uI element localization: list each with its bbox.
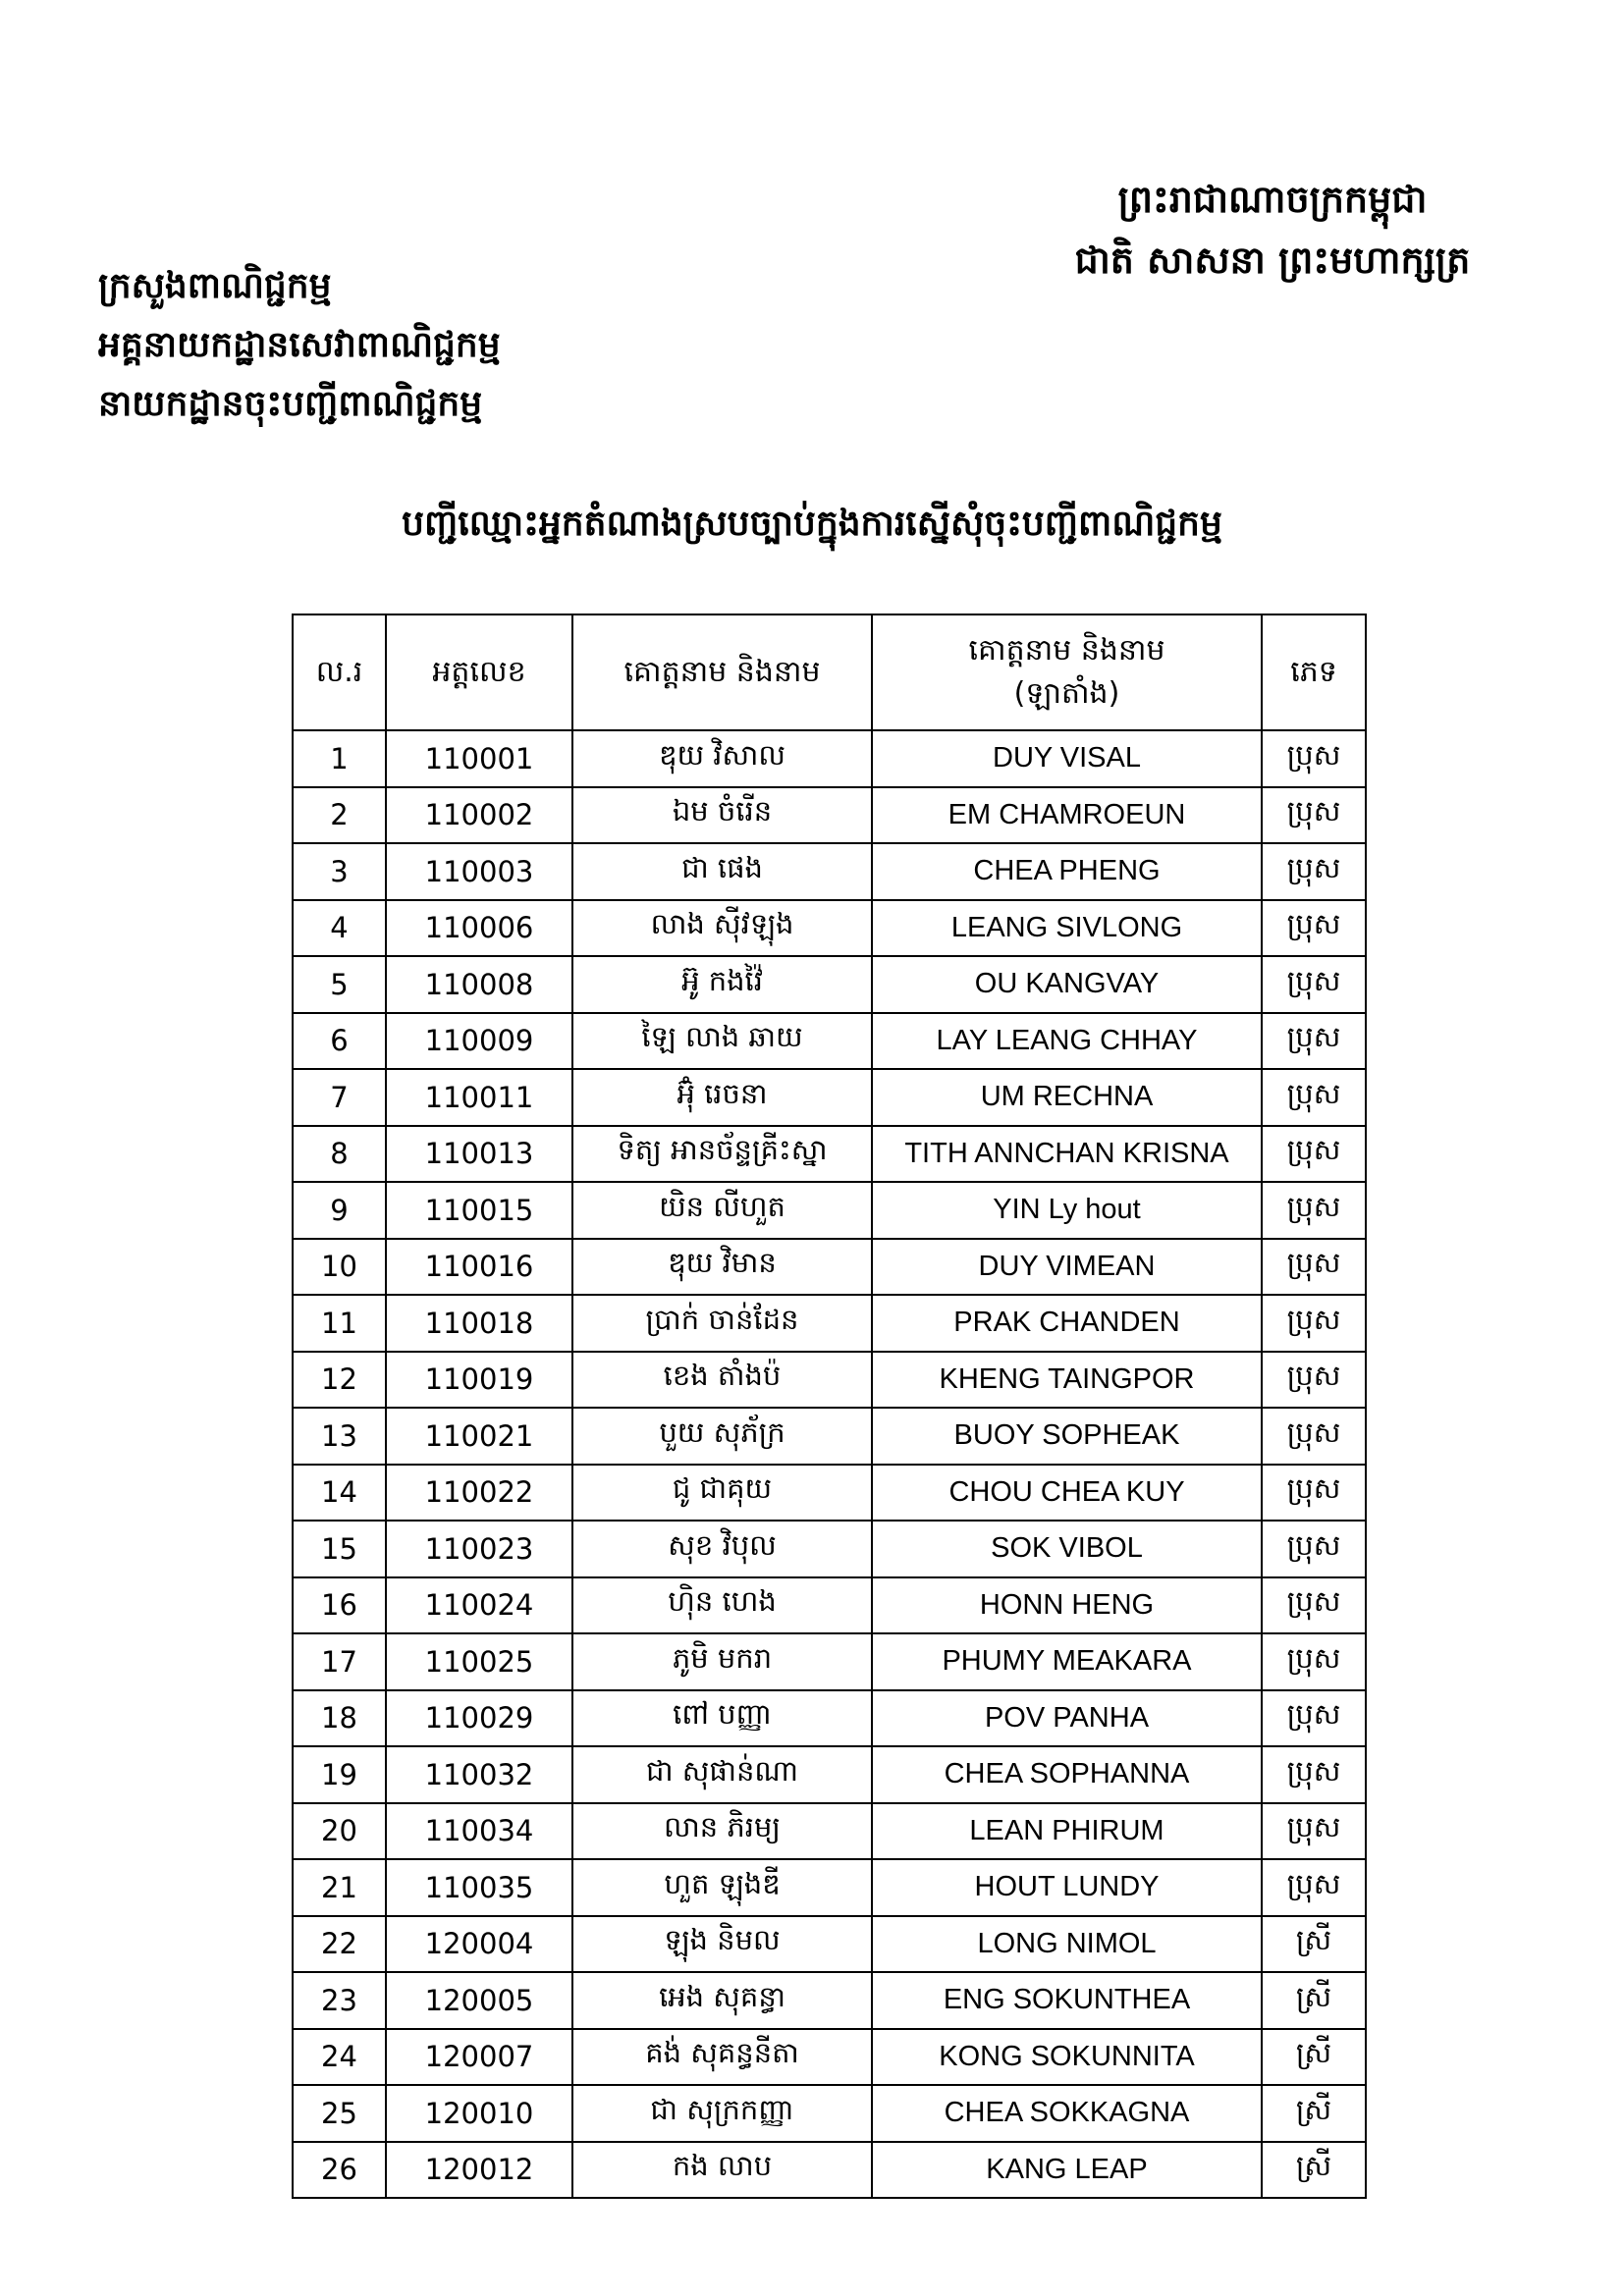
cell-name-khmer: ឌុយ វិសាល	[572, 730, 872, 787]
header-name-khmer: គោត្តនាម និងនាម	[572, 614, 872, 730]
table-row	[293, 1690, 1366, 1747]
cell-id: 110029	[386, 1690, 572, 1747]
table-row	[293, 1239, 1366, 1296]
cell-name-khmer: ជូ ជាគុយ	[572, 1465, 872, 1522]
cell-name-latin: PRAK CHANDEN	[872, 1295, 1262, 1352]
cell-sex: ប្រុស	[1262, 843, 1366, 900]
table-row	[293, 730, 1366, 787]
cell-name-khmer: ឡុង និមល	[572, 1916, 872, 1973]
cell-no: 21	[293, 1859, 386, 1916]
table-row	[293, 1916, 1366, 1973]
cell-no: 19	[293, 1746, 386, 1803]
cell-name-khmer: លាន ភិរម្យ	[572, 1803, 872, 1860]
table-header-row	[293, 614, 1366, 730]
cell-sex: ប្រុស	[1262, 1859, 1366, 1916]
cell-no: 8	[293, 1126, 386, 1183]
table-row	[293, 1972, 1366, 2029]
cell-name-khmer: ហ៊ិន ហេង	[572, 1577, 872, 1634]
cell-name-khmer: លាង ស៊ីវឡុង	[572, 900, 872, 957]
kingdom-header	[1037, 169, 1508, 291]
cell-sex: ប្រុស	[1262, 1352, 1366, 1409]
cell-no: 2	[293, 787, 386, 844]
cell-sex: ប្រុស	[1262, 1126, 1366, 1183]
table-row	[293, 1577, 1366, 1634]
cell-id: 120010	[386, 2085, 572, 2142]
cell-id: 110019	[386, 1352, 572, 1409]
cell-id: 120004	[386, 1916, 572, 1973]
cell-sex: ប្រុស	[1262, 787, 1366, 844]
cell-sex: ប្រុស	[1262, 1633, 1366, 1690]
cell-no: 23	[293, 1972, 386, 2029]
cell-no: 11	[293, 1295, 386, 1352]
cell-sex: ប្រុស	[1262, 1521, 1366, 1577]
cell-no: 12	[293, 1352, 386, 1409]
table-row	[293, 1295, 1366, 1352]
cell-name-khmer: សុខ វិបុល	[572, 1521, 872, 1577]
cell-name-latin: YIN Ly hout	[872, 1182, 1262, 1239]
cell-name-khmer: គង់ សុគន្ធនីតា	[572, 2029, 872, 2086]
cell-sex: ប្រុស	[1262, 1182, 1366, 1239]
cell-name-khmer: អ៊ូ កងវ៉ៃ	[572, 956, 872, 1013]
cell-sex: ប្រុស	[1262, 956, 1366, 1013]
table-row	[293, 1408, 1366, 1465]
cell-name-latin: CHEA SOKKAGNA	[872, 2085, 1262, 2142]
cell-id: 110016	[386, 1239, 572, 1296]
table-body	[293, 730, 1366, 2198]
cell-no: 13	[293, 1408, 386, 1465]
table-row	[293, 2029, 1366, 2086]
cell-name-khmer: ជា ផេង	[572, 843, 872, 900]
cell-name-khmer: ប្រាក់ ចាន់ដែន	[572, 1295, 872, 1352]
cell-no: 7	[293, 1069, 386, 1126]
cell-sex: ប្រុស	[1262, 1690, 1366, 1747]
cell-id: 120005	[386, 1972, 572, 2029]
cell-no: 14	[293, 1465, 386, 1522]
table-row	[293, 900, 1366, 957]
cell-name-latin: ENG SOKUNTHEA	[872, 1972, 1262, 2029]
table-row	[293, 1465, 1366, 1522]
cell-id: 120012	[386, 2142, 572, 2199]
cell-name-khmer: កង លាប	[572, 2142, 872, 2199]
registry-table	[292, 614, 1367, 2199]
cell-name-khmer: ហួត ឡុងឌី	[572, 1859, 872, 1916]
cell-sex: ស្រី	[1262, 2142, 1366, 2199]
header-name-latin	[872, 614, 1262, 730]
cell-name-latin: TITH ANNCHAN KRISNA	[872, 1126, 1262, 1183]
cell-name-khmer: ភូមិ មករា	[572, 1633, 872, 1690]
cell-id: 110023	[386, 1521, 572, 1577]
cell-id: 110035	[386, 1859, 572, 1916]
table-row	[293, 1182, 1366, 1239]
cell-name-latin: KANG LEAP	[872, 2142, 1262, 2199]
cell-no: 4	[293, 900, 386, 957]
table-row	[293, 1633, 1366, 1690]
cell-name-latin: SOK VIBOL	[872, 1521, 1262, 1577]
cell-sex: ប្រុស	[1262, 900, 1366, 957]
cell-name-latin: LEAN PHIRUM	[872, 1803, 1262, 1860]
table-row	[293, 1352, 1366, 1409]
cell-id: 110013	[386, 1126, 572, 1183]
table-row	[293, 1859, 1366, 1916]
cell-name-khmer: អេង សុគន្ធា	[572, 1972, 872, 2029]
header-name-latin-line1: គោត្តនាម និងនាម	[968, 633, 1165, 667]
header-sex: ភេទ	[1262, 614, 1366, 730]
cell-name-latin: EM CHAMROEUN	[872, 787, 1262, 844]
cell-no: 1	[293, 730, 386, 787]
table-row	[293, 1746, 1366, 1803]
table-row	[293, 2085, 1366, 2142]
cell-name-khmer: ទិត្យ អានច័ន្ទគ្រីះស្នា	[572, 1126, 872, 1183]
cell-no: 16	[293, 1577, 386, 1634]
cell-id: 110024	[386, 1577, 572, 1634]
cell-name-khmer: ជា សុក្រកញ្ញា	[572, 2085, 872, 2142]
cell-name-khmer: ឌុយ វិមាន	[572, 1239, 872, 1296]
cell-no: 5	[293, 956, 386, 1013]
header-name-latin-line2: (ឡាតាំង)	[1013, 676, 1120, 711]
cell-id: 110032	[386, 1746, 572, 1803]
cell-name-latin: CHEA PHENG	[872, 843, 1262, 900]
cell-id: 110009	[386, 1013, 572, 1070]
cell-no: 20	[293, 1803, 386, 1860]
cell-sex: ប្រុស	[1262, 730, 1366, 787]
cell-name-latin: HOUT LUNDY	[872, 1859, 1262, 1916]
cell-sex: ប្រុស	[1262, 1746, 1366, 1803]
cell-id: 110002	[386, 787, 572, 844]
cell-name-latin: DUY VIMEAN	[872, 1239, 1262, 1296]
cell-no: 25	[293, 2085, 386, 2142]
ministry-header	[98, 257, 501, 434]
cell-id: 110003	[386, 843, 572, 900]
table-row	[293, 1803, 1366, 1860]
cell-id: 110011	[386, 1069, 572, 1126]
cell-name-latin: DUY VISAL	[872, 730, 1262, 787]
cell-no: 15	[293, 1521, 386, 1577]
cell-no: 17	[293, 1633, 386, 1690]
cell-id: 120007	[386, 2029, 572, 2086]
header-no: ល.រ	[293, 614, 386, 730]
cell-sex: ប្រុស	[1262, 1803, 1366, 1860]
table-row	[293, 787, 1366, 844]
ministry-name: ក្រសួងពាណិជ្ជកម្ម	[98, 266, 332, 306]
cell-no: 18	[293, 1690, 386, 1747]
cell-no: 3	[293, 843, 386, 900]
cell-id: 110008	[386, 956, 572, 1013]
cell-no: 26	[293, 2142, 386, 2199]
cell-sex: ប្រុស	[1262, 1239, 1366, 1296]
cell-name-khmer: យិន លីហួត	[572, 1182, 872, 1239]
kingdom-name: ព្រះរាជាណាចក្រកម្ពុជា	[1117, 178, 1428, 221]
cell-name-latin: LEANG SIVLONG	[872, 900, 1262, 957]
national-motto: ជាតិ សាសនា ព្រះមហាក្សត្រ	[1074, 239, 1471, 282]
cell-name-latin: KHENG TAINGPOR	[872, 1352, 1262, 1409]
cell-sex: ប្រុស	[1262, 1465, 1366, 1522]
cell-sex: ប្រុស	[1262, 1295, 1366, 1352]
cell-name-khmer: ឯម ចំរើន	[572, 787, 872, 844]
cell-name-khmer: ពៅ បញ្ញា	[572, 1690, 872, 1747]
cell-name-latin: OU KANGVAY	[872, 956, 1262, 1013]
table-row	[293, 1069, 1366, 1126]
cell-sex: ស្រី	[1262, 1916, 1366, 1973]
cell-name-latin: POV PANHA	[872, 1690, 1262, 1747]
header-id: អត្តលេខ	[386, 614, 572, 730]
cell-name-khmer: ជា សុផាន់ណា	[572, 1746, 872, 1803]
table-row	[293, 2142, 1366, 2199]
cell-sex: ប្រុស	[1262, 1069, 1366, 1126]
cell-id: 110015	[386, 1182, 572, 1239]
table-row	[293, 956, 1366, 1013]
cell-name-latin: CHEA SOPHANNA	[872, 1746, 1262, 1803]
cell-name-latin: CHOU CHEA KUY	[872, 1465, 1262, 1522]
cell-id: 110006	[386, 900, 572, 957]
cell-no: 10	[293, 1239, 386, 1296]
cell-name-khmer: ខេង តាំងប៉	[572, 1352, 872, 1409]
cell-sex: ប្រុស	[1262, 1577, 1366, 1634]
cell-name-latin: BUOY SOPHEAK	[872, 1408, 1262, 1465]
general-department-name: អគ្គនាយកដ្ឋានសេវាពាណិជ្ជកម្ម	[98, 325, 501, 365]
cell-sex: ប្រុស	[1262, 1013, 1366, 1070]
table-row	[293, 843, 1366, 900]
cell-id: 110001	[386, 730, 572, 787]
cell-id: 110021	[386, 1408, 572, 1465]
cell-name-khmer: ឡៃ លាង ឆាយ	[572, 1013, 872, 1070]
cell-name-latin: LONG NIMOL	[872, 1916, 1262, 1973]
cell-id: 110018	[386, 1295, 572, 1352]
cell-name-latin: HONN HENG	[872, 1577, 1262, 1634]
cell-id: 110022	[386, 1465, 572, 1522]
cell-id: 110025	[386, 1633, 572, 1690]
cell-name-latin: KONG SOKUNNITA	[872, 2029, 1262, 2086]
cell-name-latin: PHUMY MEAKARA	[872, 1633, 1262, 1690]
cell-no: 6	[293, 1013, 386, 1070]
cell-sex: ស្រី	[1262, 2085, 1366, 2142]
document-title: បញ្ជីឈ្មោះអ្នកតំណាងស្របច្បាប់ក្នុងការស្នើសុំចុះបញ្ជីពាណិជ្ជកម្ម	[402, 504, 1222, 544]
cell-name-latin: LAY LEANG CHHAY	[872, 1013, 1262, 1070]
cell-name-khmer: បួយ សុភ័ក្រ	[572, 1408, 872, 1465]
table-row	[293, 1013, 1366, 1070]
cell-sex: ប្រុស	[1262, 1408, 1366, 1465]
cell-id: 110034	[386, 1803, 572, 1860]
table-row	[293, 1126, 1366, 1183]
cell-sex: ស្រី	[1262, 1972, 1366, 2029]
table-row	[293, 1521, 1366, 1577]
cell-no: 24	[293, 2029, 386, 2086]
department-name: នាយកដ្ឋានចុះបញ្ជីពាណិជ្ជកម្ម	[98, 384, 483, 424]
cell-name-latin: UM RECHNA	[872, 1069, 1262, 1126]
cell-no: 9	[293, 1182, 386, 1239]
cell-no: 22	[293, 1916, 386, 1973]
cell-sex: ស្រី	[1262, 2029, 1366, 2086]
cell-name-khmer: អ៊ុំ រេចនា	[572, 1069, 872, 1126]
